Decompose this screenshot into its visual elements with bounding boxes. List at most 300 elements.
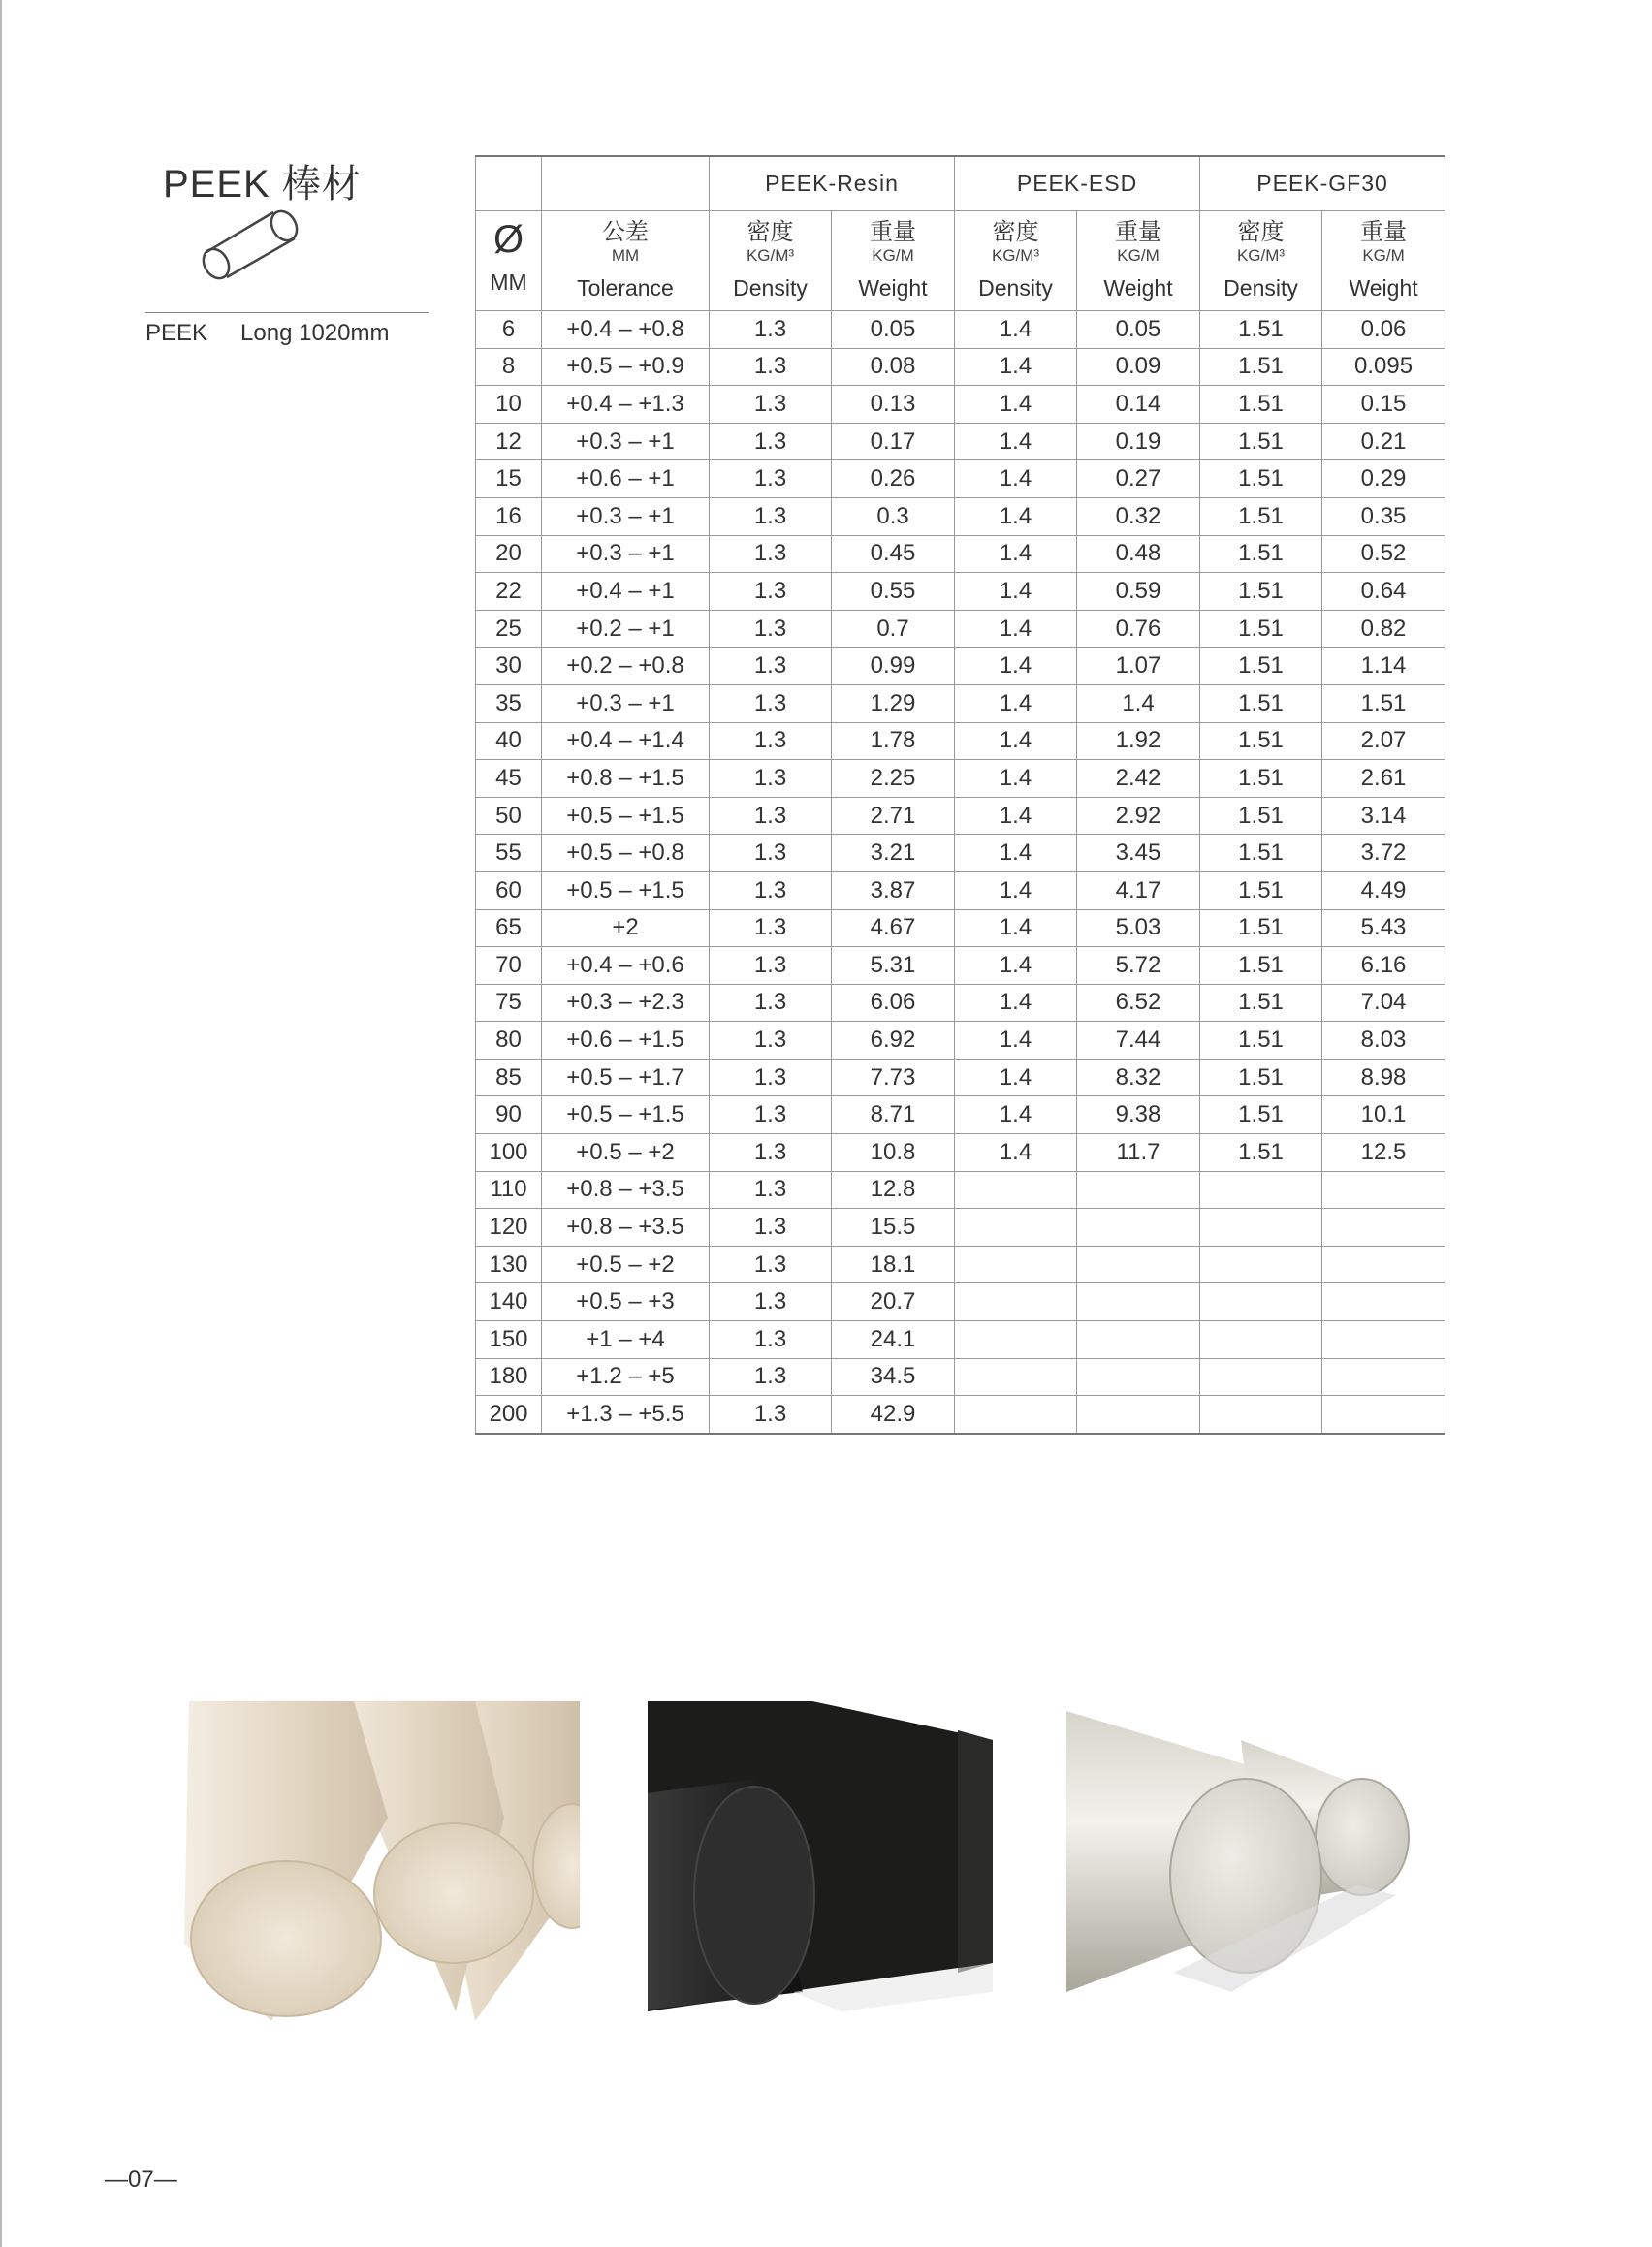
density-en: Density xyxy=(733,275,808,301)
diameter-cell: 70 xyxy=(476,947,542,985)
tolerance-cell: +0.5 – +3 xyxy=(542,1283,710,1321)
diameter-symbol: Ø xyxy=(492,218,524,261)
tolerance-cell: +0.4 – +0.8 xyxy=(542,311,710,349)
gf30-density-cell: 1.51 xyxy=(1200,684,1322,722)
diameter-cell: 180 xyxy=(476,1358,542,1396)
esd-weight-cell: 0.09 xyxy=(1077,348,1200,386)
esd-weight-cell: 1.07 xyxy=(1077,648,1200,685)
esd-weight-cell: 6.52 xyxy=(1077,984,1200,1022)
esd-density-cell: 1.4 xyxy=(955,348,1077,386)
table-row xyxy=(476,535,1446,573)
resin-density-cell: 1.3 xyxy=(710,1246,832,1283)
esd-weight-cell: 9.38 xyxy=(1077,1096,1200,1134)
resin-weight-cell: 1.29 xyxy=(832,684,955,722)
diameter-cell: 140 xyxy=(476,1283,542,1321)
esd-weight-cell xyxy=(1077,1209,1200,1247)
table-row xyxy=(476,1396,1446,1434)
tolerance-cell: +0.6 – +1 xyxy=(542,460,710,498)
esd-weight-cell: 0.48 xyxy=(1077,535,1200,573)
density-en: Density xyxy=(978,275,1053,301)
esd-density-cell: 1.4 xyxy=(955,835,1077,872)
gf30-density-cell: 1.51 xyxy=(1200,1134,1322,1172)
gf30-density-cell xyxy=(1200,1209,1322,1247)
density-unit: KG/M³ xyxy=(746,246,795,265)
gf30-weight-cell: 0.64 xyxy=(1322,573,1446,611)
resin-weight-cell: 42.9 xyxy=(832,1396,955,1434)
table-row xyxy=(476,871,1446,909)
esd-weight-cell: 0.27 xyxy=(1077,460,1200,498)
esd-weight-cell: 7.44 xyxy=(1077,1022,1200,1060)
esd-weight-cell: 2.42 xyxy=(1077,760,1200,798)
resin-weight-cell: 0.7 xyxy=(832,610,955,648)
gf30-density-cell: 1.51 xyxy=(1200,348,1322,386)
table-row xyxy=(476,348,1446,386)
weight-en: Weight xyxy=(858,275,928,301)
resin-density-cell: 1.3 xyxy=(710,460,832,498)
esd-weight-cell: 1.4 xyxy=(1077,684,1200,722)
natural-rods-photo xyxy=(184,1701,580,2021)
diameter-cell: 60 xyxy=(476,871,542,909)
esd-weight-cell: 3.45 xyxy=(1077,835,1200,872)
table-row xyxy=(476,1321,1446,1359)
tolerance-unit: MM xyxy=(611,246,640,265)
esd-weight-cell xyxy=(1077,1283,1200,1321)
tolerance-cell: +0.5 – +1.7 xyxy=(542,1059,710,1096)
esd-weight-cell: 5.72 xyxy=(1077,947,1200,985)
resin-weight-cell: 6.06 xyxy=(832,984,955,1022)
tolerance-cell: +0.3 – +1 xyxy=(542,684,710,722)
gf30-weight-cell: 5.43 xyxy=(1322,909,1446,947)
resin-density-cell: 1.3 xyxy=(710,1059,832,1096)
weight-unit: KG/M xyxy=(872,246,914,265)
gf30-density-cell: 1.51 xyxy=(1200,573,1322,611)
resin-density-cell: 1.3 xyxy=(710,1321,832,1359)
resin-weight-cell: 0.13 xyxy=(832,386,955,424)
density-unit: KG/M³ xyxy=(991,246,1040,265)
tolerance-cell: +1 – +4 xyxy=(542,1321,710,1359)
resin-weight-cell: 0.05 xyxy=(832,311,955,349)
gf30-weight-cell: 0.15 xyxy=(1322,386,1446,424)
esd-weight-cell xyxy=(1077,1171,1200,1209)
diameter-cell: 120 xyxy=(476,1209,542,1247)
resin-weight-cell: 0.55 xyxy=(832,573,955,611)
table-row xyxy=(476,423,1446,460)
spec-material: PEEK xyxy=(145,320,208,346)
gf30-weight-cell: 8.98 xyxy=(1322,1059,1446,1096)
diameter-cell: 16 xyxy=(476,497,542,535)
esd-weight-cell: 11.7 xyxy=(1077,1134,1200,1172)
resin-weight-header xyxy=(832,211,955,311)
gf30-weight-cell: 0.21 xyxy=(1322,423,1446,460)
gf30-weight-cell: 0.06 xyxy=(1322,311,1446,349)
esd-weight-cell: 0.59 xyxy=(1077,573,1200,611)
gf30-weight-cell xyxy=(1322,1396,1446,1434)
esd-density-cell: 1.4 xyxy=(955,760,1077,798)
diameter-cell: 20 xyxy=(476,535,542,573)
gf30-weight-cell: 0.29 xyxy=(1322,460,1446,498)
resin-weight-cell: 0.3 xyxy=(832,497,955,535)
esd-density-cell: 1.4 xyxy=(955,460,1077,498)
resin-density-cell: 1.3 xyxy=(710,684,832,722)
page-number: —07— xyxy=(105,2167,177,2193)
diameter-cell: 45 xyxy=(476,760,542,798)
specification-table xyxy=(475,155,1446,1435)
resin-density-cell: 1.3 xyxy=(710,1022,832,1060)
esd-density-cell xyxy=(955,1209,1077,1247)
gf30-density-cell: 1.51 xyxy=(1200,722,1322,760)
tolerance-cell: +0.8 – +1.5 xyxy=(542,760,710,798)
gf30-density-cell: 1.51 xyxy=(1200,835,1322,872)
table-row xyxy=(476,760,1446,798)
gf30-density-cell: 1.51 xyxy=(1200,311,1322,349)
esd-weight-cell: 1.92 xyxy=(1077,722,1200,760)
gf30-density-cell: 1.51 xyxy=(1200,648,1322,685)
gf30-weight-cell: 8.03 xyxy=(1322,1022,1446,1060)
resin-weight-cell: 2.25 xyxy=(832,760,955,798)
tolerance-cell: +0.8 – +3.5 xyxy=(542,1209,710,1247)
esd-density-cell: 1.4 xyxy=(955,1134,1077,1172)
tolerance-cell: +0.8 – +3.5 xyxy=(542,1171,710,1209)
diameter-cell: 6 xyxy=(476,311,542,349)
gf30-density-cell: 1.51 xyxy=(1200,797,1322,835)
resin-density-header xyxy=(710,211,832,311)
gf30-weight-cell: 0.35 xyxy=(1322,497,1446,535)
diameter-cell: 150 xyxy=(476,1321,542,1359)
gf30-weight-cell: 1.14 xyxy=(1322,648,1446,685)
gf30-density-cell: 1.51 xyxy=(1200,1096,1322,1134)
diameter-cell: 55 xyxy=(476,835,542,872)
page-edge-rule xyxy=(0,0,2,2247)
rod-icon xyxy=(199,208,305,281)
gf30-weight-cell: 7.04 xyxy=(1322,984,1446,1022)
table-row xyxy=(476,1209,1446,1247)
esd-density-cell: 1.4 xyxy=(955,909,1077,947)
table-row xyxy=(476,573,1446,611)
tolerance-cell: +0.5 – +2 xyxy=(542,1246,710,1283)
resin-density-cell: 1.3 xyxy=(710,573,832,611)
tolerance-cell: +0.3 – +1 xyxy=(542,535,710,573)
resin-density-cell: 1.3 xyxy=(710,1096,832,1134)
resin-weight-cell: 12.8 xyxy=(832,1171,955,1209)
esd-density-cell: 1.4 xyxy=(955,573,1077,611)
tolerance-cell: +0.3 – +1 xyxy=(542,497,710,535)
resin-density-cell: 1.3 xyxy=(710,497,832,535)
esd-density-cell: 1.4 xyxy=(955,947,1077,985)
table-row xyxy=(476,1246,1446,1283)
esd-density-cell: 1.4 xyxy=(955,610,1077,648)
esd-density-cell: 1.4 xyxy=(955,535,1077,573)
gf30-density-cell: 1.51 xyxy=(1200,460,1322,498)
blank-header-cell xyxy=(476,156,542,211)
resin-weight-cell: 0.99 xyxy=(832,648,955,685)
esd-weight-cell xyxy=(1077,1358,1200,1396)
resin-weight-cell: 10.8 xyxy=(832,1134,955,1172)
tolerance-cell: +0.5 – +1.5 xyxy=(542,1096,710,1134)
table-row xyxy=(476,610,1446,648)
gf30-weight-cell: 6.16 xyxy=(1322,947,1446,985)
esd-density-cell: 1.4 xyxy=(955,1022,1077,1060)
esd-density-cell: 1.4 xyxy=(955,722,1077,760)
tolerance-cell: +0.5 – +0.9 xyxy=(542,348,710,386)
esd-weight-cell: 5.03 xyxy=(1077,909,1200,947)
resin-density-cell: 1.3 xyxy=(710,311,832,349)
resin-density-cell: 1.3 xyxy=(710,535,832,573)
gf30-density-cell xyxy=(1200,1171,1322,1209)
resin-density-cell: 1.3 xyxy=(710,1283,832,1321)
tolerance-cell: +0.6 – +1.5 xyxy=(542,1022,710,1060)
esd-density-cell: 1.4 xyxy=(955,497,1077,535)
resin-weight-cell: 3.21 xyxy=(832,835,955,872)
gf30-weight-cell xyxy=(1322,1283,1446,1321)
resin-density-cell: 1.3 xyxy=(710,797,832,835)
table-row xyxy=(476,797,1446,835)
tolerance-en: Tolerance xyxy=(577,275,674,301)
diameter-cell: 8 xyxy=(476,348,542,386)
table-row xyxy=(476,1171,1446,1209)
esd-density-cell xyxy=(955,1246,1077,1283)
esd-weight-cell: 0.14 xyxy=(1077,386,1200,424)
tolerance-cell: +0.2 – +1 xyxy=(542,610,710,648)
resin-density-cell: 1.3 xyxy=(710,947,832,985)
table-row xyxy=(476,835,1446,872)
weight-en: Weight xyxy=(1103,275,1173,301)
gf30-density-cell xyxy=(1200,1396,1322,1434)
esd-density-cell: 1.4 xyxy=(955,1096,1077,1134)
resin-density-cell: 1.3 xyxy=(710,871,832,909)
diameter-header xyxy=(476,211,542,311)
resin-weight-cell: 34.5 xyxy=(832,1358,955,1396)
tolerance-cell: +0.5 – +0.8 xyxy=(542,835,710,872)
gf30-weight-cell xyxy=(1322,1321,1446,1359)
tolerance-cell: +0.4 – +1 xyxy=(542,573,710,611)
spec-length: Long 1020mm xyxy=(240,320,390,346)
table-row xyxy=(476,497,1446,535)
esd-weight-cell xyxy=(1077,1321,1200,1359)
table-row xyxy=(476,460,1446,498)
gf30-density-cell: 1.51 xyxy=(1200,871,1322,909)
table-row xyxy=(476,1358,1446,1396)
esd-weight-cell: 0.05 xyxy=(1077,311,1200,349)
resin-weight-cell: 6.92 xyxy=(832,1022,955,1060)
table-row xyxy=(476,1096,1446,1134)
group-header-esd: PEEK-ESD xyxy=(955,156,1200,211)
esd-weight-cell xyxy=(1077,1246,1200,1283)
gf30-density-cell xyxy=(1200,1283,1322,1321)
table-row xyxy=(476,1022,1446,1060)
resin-weight-cell: 20.7 xyxy=(832,1283,955,1321)
black-rod-and-sheet-photo xyxy=(648,1701,993,2021)
resin-density-cell: 1.3 xyxy=(710,835,832,872)
tolerance-cell: +0.4 – +0.6 xyxy=(542,947,710,985)
diameter-cell: 22 xyxy=(476,573,542,611)
density-unit: KG/M³ xyxy=(1236,246,1286,265)
spec-line xyxy=(145,320,389,347)
esd-weight-cell: 2.92 xyxy=(1077,797,1200,835)
gf30-weight-header xyxy=(1322,211,1446,311)
gf30-density-cell: 1.51 xyxy=(1200,1059,1322,1096)
esd-density-cell: 1.4 xyxy=(955,386,1077,424)
esd-density-cell: 1.4 xyxy=(955,648,1077,685)
group-header-gf30: PEEK-GF30 xyxy=(1200,156,1446,211)
density-en: Density xyxy=(1223,275,1298,301)
gf30-weight-cell: 0.52 xyxy=(1322,535,1446,573)
resin-weight-cell: 24.1 xyxy=(832,1321,955,1359)
resin-density-cell: 1.3 xyxy=(710,1209,832,1247)
tolerance-cell: +1.2 – +5 xyxy=(542,1358,710,1396)
group-header-resin: PEEK-Resin xyxy=(710,156,955,211)
gf30-weight-cell: 2.07 xyxy=(1322,722,1446,760)
esd-weight-cell: 0.32 xyxy=(1077,497,1200,535)
column-header-row xyxy=(476,211,1446,311)
tolerance-cell: +0.3 – +2.3 xyxy=(542,984,710,1022)
esd-weight-cell: 0.19 xyxy=(1077,423,1200,460)
diameter-cell: 80 xyxy=(476,1022,542,1060)
gf30-weight-cell: 1.51 xyxy=(1322,684,1446,722)
gf30-weight-cell: 0.095 xyxy=(1322,348,1446,386)
gf30-density-cell: 1.51 xyxy=(1200,909,1322,947)
diameter-unit: MM xyxy=(490,269,527,295)
resin-weight-cell: 4.67 xyxy=(832,909,955,947)
table-row xyxy=(476,722,1446,760)
density-cn: 密度 xyxy=(992,218,1039,245)
gf30-weight-cell xyxy=(1322,1358,1446,1396)
diameter-cell: 200 xyxy=(476,1396,542,1434)
gf30-density-cell: 1.51 xyxy=(1200,984,1322,1022)
density-cn: 密度 xyxy=(1237,218,1285,245)
gray-rods-photo xyxy=(1066,1701,1433,2021)
tolerance-cell: +2 xyxy=(542,909,710,947)
weight-en: Weight xyxy=(1349,275,1418,301)
resin-density-cell: 1.3 xyxy=(710,610,832,648)
table-row xyxy=(476,947,1446,985)
esd-weight-cell: 8.32 xyxy=(1077,1059,1200,1096)
gf30-density-cell xyxy=(1200,1358,1322,1396)
esd-density-cell xyxy=(955,1358,1077,1396)
gf30-weight-cell: 3.72 xyxy=(1322,835,1446,872)
resin-weight-cell: 15.5 xyxy=(832,1209,955,1247)
diameter-cell: 75 xyxy=(476,984,542,1022)
weight-cn: 重量 xyxy=(870,218,916,245)
gf30-density-cell xyxy=(1200,1321,1322,1359)
diameter-cell: 130 xyxy=(476,1246,542,1283)
resin-density-cell: 1.3 xyxy=(710,348,832,386)
resin-density-cell: 1.3 xyxy=(710,1171,832,1209)
resin-density-cell: 1.3 xyxy=(710,423,832,460)
diameter-cell: 10 xyxy=(476,386,542,424)
density-cn: 密度 xyxy=(747,218,794,245)
esd-weight-cell xyxy=(1077,1396,1200,1434)
table-row xyxy=(476,1059,1446,1096)
esd-density-header xyxy=(955,211,1077,311)
diameter-cell: 85 xyxy=(476,1059,542,1096)
gf30-density-cell: 1.51 xyxy=(1200,947,1322,985)
gf30-weight-cell: 2.61 xyxy=(1322,760,1446,798)
gf30-weight-cell: 10.1 xyxy=(1322,1096,1446,1134)
table-row xyxy=(476,909,1446,947)
esd-density-cell: 1.4 xyxy=(955,871,1077,909)
tolerance-cell: +0.2 – +0.8 xyxy=(542,648,710,685)
resin-density-cell: 1.3 xyxy=(710,909,832,947)
tolerance-cell: +0.3 – +1 xyxy=(542,423,710,460)
tolerance-cell: +0.4 – +1.3 xyxy=(542,386,710,424)
tolerance-cell: +1.3 – +5.5 xyxy=(542,1396,710,1434)
diameter-cell: 30 xyxy=(476,648,542,685)
gf30-density-cell: 1.51 xyxy=(1200,1022,1322,1060)
gf30-weight-cell xyxy=(1322,1246,1446,1283)
diameter-cell: 40 xyxy=(476,722,542,760)
tolerance-cell: +0.5 – +1.5 xyxy=(542,797,710,835)
weight-cn: 重量 xyxy=(1360,218,1408,245)
tolerance-cell: +0.5 – +1.5 xyxy=(542,871,710,909)
diameter-cell: 15 xyxy=(476,460,542,498)
esd-weight-cell: 0.76 xyxy=(1077,610,1200,648)
resin-weight-cell: 0.45 xyxy=(832,535,955,573)
resin-weight-cell: 1.78 xyxy=(832,722,955,760)
gf30-density-cell: 1.51 xyxy=(1200,423,1322,460)
diameter-cell: 65 xyxy=(476,909,542,947)
diameter-cell: 25 xyxy=(476,610,542,648)
resin-density-cell: 1.3 xyxy=(710,722,832,760)
product-title: PEEK 棒材 xyxy=(163,163,362,206)
gf30-density-cell: 1.51 xyxy=(1200,760,1322,798)
gf30-density-cell: 1.51 xyxy=(1200,610,1322,648)
esd-density-cell: 1.4 xyxy=(955,684,1077,722)
esd-density-cell xyxy=(955,1283,1077,1321)
resin-weight-cell: 0.17 xyxy=(832,423,955,460)
gf30-density-cell xyxy=(1200,1246,1322,1283)
esd-density-cell xyxy=(955,1396,1077,1434)
group-header-row xyxy=(476,156,1446,211)
resin-weight-cell: 0.26 xyxy=(832,460,955,498)
resin-density-cell: 1.3 xyxy=(710,1396,832,1434)
diameter-cell: 90 xyxy=(476,1096,542,1134)
gf30-weight-cell: 3.14 xyxy=(1322,797,1446,835)
resin-weight-cell: 18.1 xyxy=(832,1246,955,1283)
table-row xyxy=(476,648,1446,685)
diameter-cell: 12 xyxy=(476,423,542,460)
esd-weight-header xyxy=(1077,211,1200,311)
esd-weight-cell: 4.17 xyxy=(1077,871,1200,909)
gf30-weight-cell: 0.82 xyxy=(1322,610,1446,648)
resin-density-cell: 1.3 xyxy=(710,984,832,1022)
resin-density-cell: 1.3 xyxy=(710,648,832,685)
diameter-cell: 100 xyxy=(476,1134,542,1172)
diameter-cell: 50 xyxy=(476,797,542,835)
resin-weight-cell: 3.87 xyxy=(832,871,955,909)
table-row xyxy=(476,684,1446,722)
resin-density-cell: 1.3 xyxy=(710,386,832,424)
weight-unit: KG/M xyxy=(1362,246,1405,265)
diameter-cell: 35 xyxy=(476,684,542,722)
gf30-weight-cell xyxy=(1322,1171,1446,1209)
table-row xyxy=(476,1134,1446,1172)
resin-weight-cell: 8.71 xyxy=(832,1096,955,1134)
weight-unit: KG/M xyxy=(1117,246,1160,265)
blank-header-cell xyxy=(542,156,710,211)
diameter-cell: 110 xyxy=(476,1171,542,1209)
tolerance-cell: +0.4 – +1.4 xyxy=(542,722,710,760)
spec-divider xyxy=(145,312,429,313)
table-body xyxy=(476,311,1446,1434)
esd-density-cell xyxy=(955,1321,1077,1359)
esd-density-cell xyxy=(955,1171,1077,1209)
esd-density-cell: 1.4 xyxy=(955,311,1077,349)
resin-density-cell: 1.3 xyxy=(710,1134,832,1172)
gf30-weight-cell: 4.49 xyxy=(1322,871,1446,909)
table-row xyxy=(476,311,1446,349)
esd-density-cell: 1.4 xyxy=(955,797,1077,835)
tolerance-cell: +0.5 – +2 xyxy=(542,1134,710,1172)
